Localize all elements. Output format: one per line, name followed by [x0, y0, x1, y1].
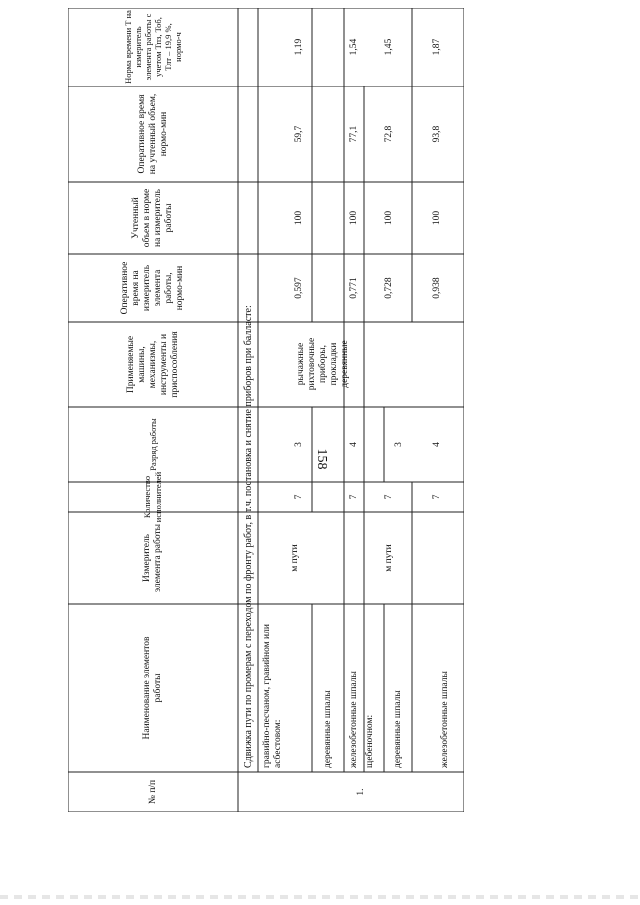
scan-artifact [0, 895, 640, 899]
op-time-volume-3: 72,8 [384, 125, 394, 143]
norms-table [68, 93, 640, 812]
header-workers: Количество исполнителей [142, 471, 163, 523]
op-time-volume-1: 59,7 [294, 125, 304, 143]
header-op-time: Оперативное время на измеритель элемента работы, нормо-мин [120, 261, 185, 315]
header-num: № п/п [147, 779, 158, 805]
row-name-3: деревянные шпалы [393, 690, 403, 768]
group-label-gravel: гравийно-песчаном, гравийном или асбестовом: [262, 624, 283, 768]
norm-3: 1,45 [384, 38, 394, 56]
grade-4: 4 [432, 442, 442, 447]
group-label-crushed-stone: щебеночном: [365, 714, 375, 768]
row-name-4: железобетонные шпалы [440, 671, 450, 768]
norm-4: 1,87 [432, 38, 442, 56]
row-name-1: деревянные шпалы [323, 690, 333, 768]
op-time-volume-4: 93,8 [432, 125, 442, 143]
meter-value-1: м пути [290, 544, 300, 572]
header-op-time-volume: Оперативное время на учтенный объем, нормо-мин [136, 93, 169, 175]
section-title: Сдвижка пути по промерам с переходом по фронту работ, в т.ч. постановка и снятие приборов при балласте: [243, 305, 254, 768]
header-tools: Применяемые машины, механизмы, инструменты и приспособления [125, 331, 180, 398]
grade-3: 3 [394, 442, 404, 447]
header-volume: Учтенный объем в норме на измеритель работы [131, 188, 174, 248]
header-grade: Разряд работы [147, 418, 158, 471]
header-meter: Измеритель элемента работы [142, 524, 163, 592]
header-name: Наименование элементов работы [142, 636, 163, 740]
op-time-3: 0,728 [384, 277, 394, 299]
row-name-2: железобетонные шпалы [349, 671, 359, 768]
op-time-2: 0,771 [349, 277, 359, 299]
workers-3: 7 [384, 494, 394, 500]
row-number: 1. [355, 788, 366, 796]
norm-1: 1,19 [294, 38, 304, 56]
grade-2: 4 [349, 442, 359, 447]
op-time-4: 0,938 [432, 277, 442, 299]
tools-value: рычажные рихтовочные приборы, прокладки деревянные [296, 337, 350, 391]
workers-1: 7 [294, 494, 304, 500]
volume-3: 100 [384, 210, 394, 226]
norm-2: 1,54 [349, 38, 359, 56]
volume-4: 100 [432, 210, 442, 226]
meter-value-2: м пути [384, 544, 394, 572]
op-time-1: 0,597 [294, 277, 304, 299]
volume-2: 100 [349, 210, 359, 226]
op-time-volume-2: 77,1 [349, 125, 359, 143]
header-norm: Норма времени Т на измеритель элемента работы с учетом Тпз, Тоб, Тлт – 19,9 %, нормо-ч [123, 10, 183, 84]
page-number: 158 [314, 448, 329, 470]
workers-4: 7 [432, 494, 442, 500]
volume-1: 100 [294, 210, 304, 226]
workers-2: 7 [349, 494, 359, 500]
norm-column [68, 0, 442, 86]
grade-1: 3 [294, 442, 304, 447]
